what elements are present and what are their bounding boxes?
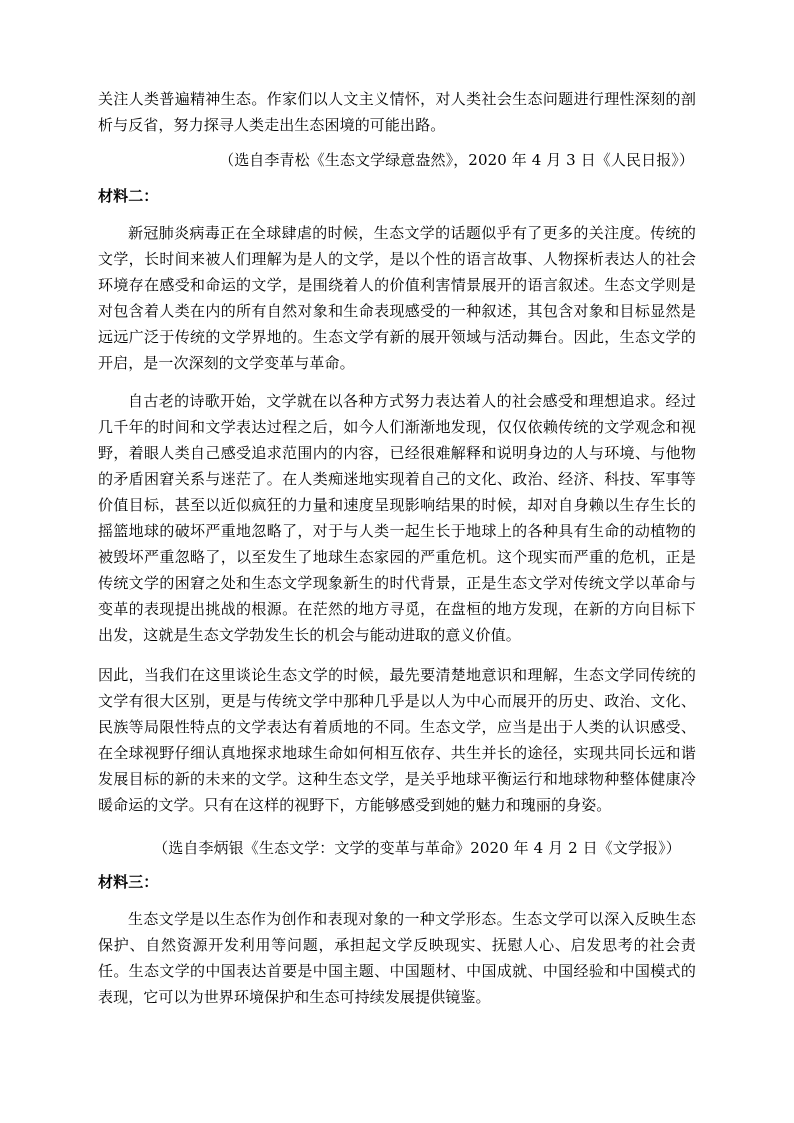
section-heading-material-3: 材料三： — [98, 873, 159, 891]
paragraph-material-2-2: 自古老的诗歌开始，文学就在以各种方式努力表达着人的社会感受和理想追求。经过几千年的时间和文学表达过程之后，如今人们渐渐地发现，仅仅依赖传统的文学观念和视野，着眼人类自己感受追求范围内的内容，已经很难解释和说明身边的人与环境、与他物的矛盾困窘关系与迷茫了。在人类痴迷地实现着自己的文化、政治、经济、科技、军事等价值目标，甚至以近似疯狂的力量和速度呈现影响结果的时候，却对自身赖以生存生长的摇篮地球的破坏严重地忽略了，对于与人类一起生长于地球上的各种具有生命的动植物的被毁坏严重忽略了，以至发生了地球生态家园的严重危机。这个现实而严重的危机，正是传统文学的困窘之处和生态文学现象新生的时代背景，正是生态文学对传统文学以革命与变革的表现提出挑战的根源。在茫然的地方寻觅，在盘桓的地方发现，在新的方向目标下出发，这就是生态文学勃发生长的机会与能动进取的意义价值。 — [98, 392, 696, 644]
paragraph-material-2-1: 新冠肺炎病毒正在全球肆虐的时候，生态文学的话题似乎有了更多的关注度。传统的文学，长时间来被人们理解为是人的文学，是以个性的语言故事、人物探析表达人的社会环境存在感受和命运的文学，是围绕着人的价值利害情景展开的语言叙述。生态文学则是对包含着人类在内的所有自然对象和生命表现感受的一种叙述，其包含对象和目标显然是远远广泛于传统的文学界地的。生态文学有新的展开领域与活动舞台。因此，生态文学的开启，是一次深刻的文学变革与革命。 — [98, 224, 696, 372]
paragraph-material-2-3: 因此，当我们在这里谈论生态文学的时候，最先要清楚地意识和理解，生态文学同传统的文学有很大区别，更是与传统文学中那种几乎是以人为中心而展开的历史、政治、文化、民族等局限性特点的文学表达有着质地的不同。生态文学，应当是出于人类的认识感受、在全球视野仔细认真地探求地球生命如何相互依存、共生并长的途径，实现共同长远和谐发展目标的新的未来的文学。这种生态文学，是关乎地球平衡运行和地球物种整体健康冷暖命运的文学。只有在这样的视野下，方能够感受到她的魅力和瑰丽的身姿。 — [98, 666, 696, 814]
source-citation-2: （选自李炳银《生态文学：文学的变革与革命》2020 年 4 月 2 日《文学报》） — [153, 839, 681, 857]
document-page — [98, 86, 696, 1010]
source-citation-1: （选自李青松《生态文学绿意盎然》，2020 年 4 月 3 日《人民日报》） — [219, 151, 694, 169]
section-heading-material-2: 材料二： — [98, 187, 159, 205]
paragraph-material-3-1: 生态文学是以生态作为创作和表现对象的一种文学形态。生态文学可以深入反映生态保护、自然资源开发利用等问题，承担起文学反映现实、抚慰人心、启发思考的社会责任。生态文学的中国表达首要是中国主题、中国题材、中国成就、中国经验和中国模式的表现，它可以为世界环境保护和生态可持续发展提供镜鉴。 — [98, 910, 696, 1006]
paragraph-continuation: 关注人类普遍精神生态。作家们以人文主义情怀，对人类社会生态问题进行理性深刻的剖析与反省，努力探寻人类走出生态困境的可能出路。 — [98, 90, 696, 134]
